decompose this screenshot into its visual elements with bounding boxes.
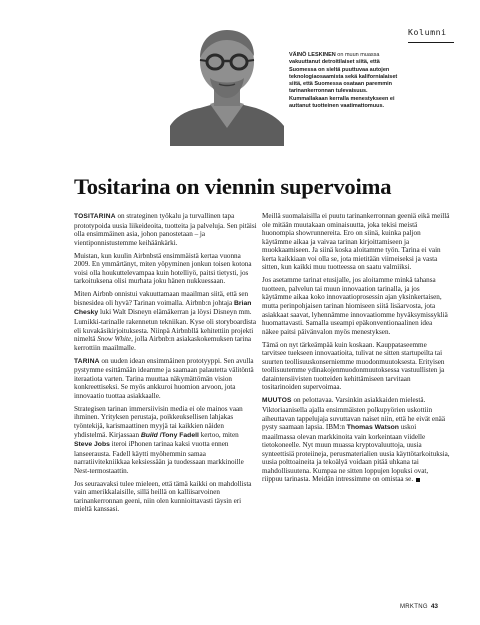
paragraph: Miten Airbnb onnistui vakuuttamaan maailman siitä, että sen bisnesidea oli hyvä? Tarinan voimalla. Airbnb:n johtaja Brian Chesky luki Walt Disneyn elämäkerran ja löysi Disneyn mm. Lumikki-tarinalle rakennetun tekniikan. Kyse oli storyboardista eli kuvakäsikirjoituksesta. Niinpä Airbnbllä kehitettiin projekti nimeltä Snow White, jolla Airbnb:n asiakaskokemuksen tarina kerrottiin maailmalle. (74, 290, 257, 352)
paragraph: MUUTOS on pelottavaa. Varsinkin asiakkaiden mielestä. Viktoriaanisella ajalla ensimmäisten polkupyörien uskottiin aiheuttavan tappelujaja suvuttavan naiset niin, että he eivät enää pysty saamaan lapsia. IBM:n Thomas Watson uskoi maailmassa olevan markkinoita vain korkeintaan viidelle tietokoneelle. Nyt muun muassa kryptovaluuttoja, uusia synteettisiä proteiineja, perusmaterialien uusia käyttötarkoituksia, uusia polttoaineita ja tekoälyä voidaan pitää uhkana tai mahdollisuutena. Kumpaa ne sitten loppujen lopuksi ovat, riippuu tarinasta. Meidän intressimme on omistaa se. (262, 396, 450, 484)
paragraph: Meillä suomalaisilla ei puutu tarinankerronnan geeniä eikä meillä ole mitään muutakaan ominaisuutta, joka tekisi meistä huonompia showrunnereita. Ero on siinä, kuinka paljon käytämme aikaa ja vaivaa tarinan kirjoittamiseen ja muokkaamiseen. Ja siinä koska aloitamme työn. Tarina ei vain kerta kaikkiaan voi olla se, jota mietitään viimeiseksi ja vasta sitten, kun kaikki muu tuotteessa on saatu valmiiksi. (262, 212, 450, 272)
author-name: VÄINÖ LESKINEN (289, 52, 336, 58)
person-name: Tony Fadell (161, 431, 199, 439)
lead-word: MUUTOS (262, 397, 292, 405)
end-of-article-mark (416, 478, 420, 482)
person-name: Brian Chesky (74, 299, 252, 317)
paragraph: Muistan, kun kuulin Airbnbstä ensimmäistä kertaa vuonna 2009. En ymmärtänyt, miten yöpyminen jonkun toisen kotona voisi olla houkuttelevampaa kuin hotelliyö, paitsi tietysti, jos tarkoituksena olisi murhata joku hänen nukkuessaan. (74, 251, 252, 286)
article-column-left (74, 212, 258, 519)
section-rule (408, 42, 454, 43)
page-footer (400, 603, 438, 610)
author-bio-intro: on muun muassa (337, 52, 380, 58)
author-portrait-image (170, 18, 284, 146)
project-name: Snow White (97, 335, 132, 344)
paragraph: TARINA on uuden idean ensimmäinen prototyyppi. Sen avulla pystymme esittämään ideamme ja saamaan palautetta välitöntä iteraatiota varten. Tarina muuttaa näkymättömän vision konkreettiseksi. Se myös ankkuroi huomion arvoon, jota innovaatio tuottaa asiakkaalle. (74, 356, 254, 400)
page-number: 43 (430, 603, 439, 610)
paragraph: Jos seuraavaksi tulee mieleen, että tämä kaikki on mahdollista vain amerikkalaisille, sillä heillä on kalliisarvoinen tarinankerronnan geeni, niin olen kunnioittavasti täysin eri mieltä kanssasi. (74, 479, 252, 514)
paragraph: TOSITARINA on strateginen työkalu ja turvallinen tapa prototypoida uusia liikeideoita, tuotteita ja palveluja. Sen pitäisi olla ensimmäinen asia, johon panostetaan – ja vientiponnistustemme keihäänkärki. (74, 212, 257, 247)
section-label: Kolumni (408, 27, 447, 37)
paragraph: Tämä on nyt tärkeämpää kuin koskaan. Kauppataseemme tarvitsee tuekseen innovaatioita, tulivat ne sitten startupeilta tai suurten teollisuuskonserniemme muodonmuutoksesta. Erityisen teollisuutemme ydinakojenmuodonmuutoksessa vastuullisten ja dataintensiivisten tuotteiden kehittämiseen tarvitaan tositarinoiden supervoimaa. (262, 340, 445, 392)
person-name: Thomas Watson (346, 424, 399, 432)
paragraph: Jos asetamme tarinat etusijalle, jos aloitamme minkä tahansa tuotteen, palvelun tai muun innovaation tarinalla, ja jos käytämme aikaa koko innovaatioprosessin ajan yksinkertaisen, mutta perinpohjaisen tarinan hiomiseen siitä lisäarvosta, jota asiakkaat saavat, lyhennämme innovaatiomme hyväksymissykliä huomattavasti. Samalla useampi epäkonventionaalinen idea näkee paitsi päivänvalon myös menestyksen. (262, 276, 448, 336)
article-column-right (262, 212, 450, 488)
author-bio-text-2: Kummallakaan kerralla menestykseen ei auttanut tuotteinen vaatimattomuus. (289, 95, 395, 110)
article-headline: Tositarina on viennin supervoima (74, 174, 392, 199)
author-bio-text: vakuuttanut detroitilaiset siitä, että Suomessa on sieltä puuttuvaa autojen teknologiaosaamista sekä kalifornialaiset siitä, että Suomessa osataan paremmin tarinankerronnan tulevaisuus. (289, 59, 398, 95)
paragraph: Strategisen tarinan immersiivisin media ei ole mainos vaan ihminen. Yrityksen perustaja, poikkeuksellisen lahjakas työntekijä, karismaattinen myyjä tai kaikkien näiden yhdistelmä. Kirjassaan Build /Tony Fadell kertoo, miten Steve Jobs iteroi iPhonen tarinaa kaksi vuotta ennen lanseerausta. Fadell käytti myöhemmin samaa narratiivitekniikkaa keksiessään ja tuodessaan markkinoille Nest-termostaattin. (74, 404, 244, 475)
book-title: Build (140, 431, 158, 439)
lead-word: TARINA (74, 357, 100, 365)
lead-word: TOSITARINA (74, 213, 116, 220)
person-name: Steve Jobs (74, 441, 110, 449)
author-bio (289, 52, 407, 110)
magazine-name: MRKTNG (400, 604, 428, 610)
